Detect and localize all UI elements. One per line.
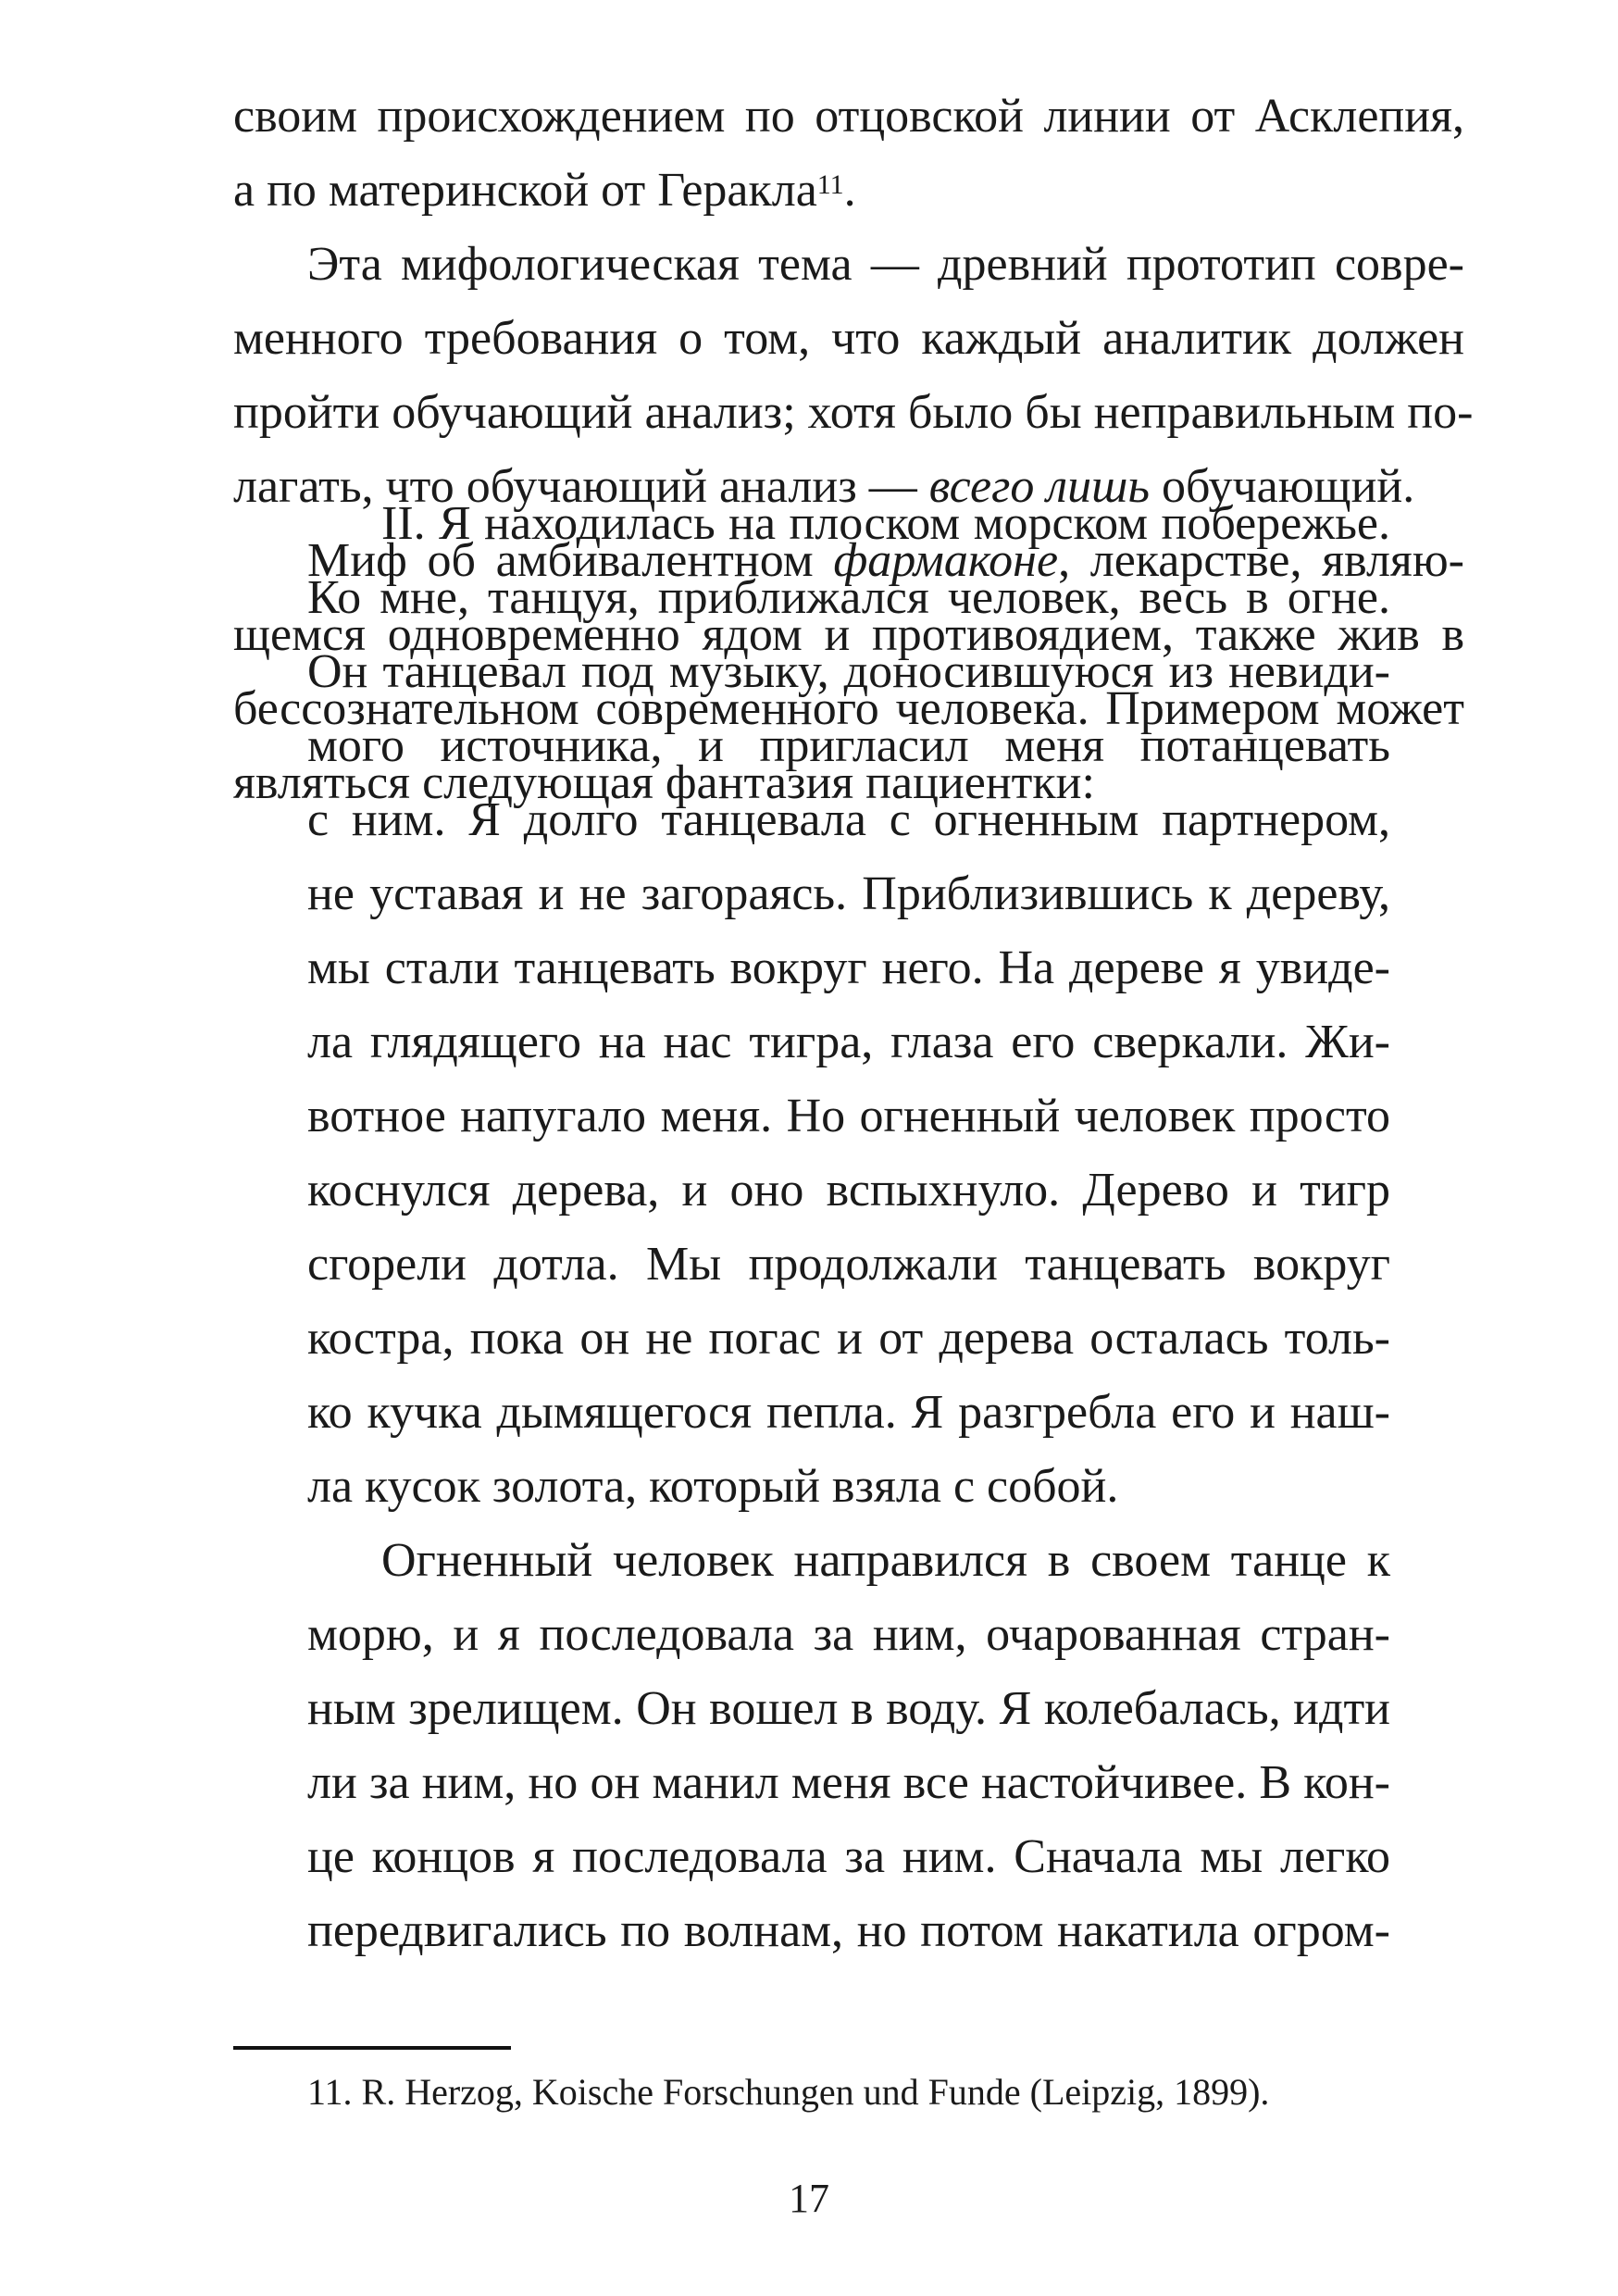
quote-line: с ним. Я долго танцевала с огненным партнером, xyxy=(307,793,1390,846)
text-line: являться следующая фантазия пациентки: xyxy=(233,756,1095,809)
footnote: 11. R. Herzog, Koische Forschungen und Funde (Leipzig, 1899). xyxy=(307,2071,1270,2113)
quote-line: сгорели дотла. Мы продолжали танцевать вокруг xyxy=(307,1238,1390,1291)
quote-line: мого источника, и пригласил меня потанцевать xyxy=(307,719,1390,772)
text-span: . xyxy=(843,164,856,217)
quote-line: Огненный человек направился в своем танце к xyxy=(381,1534,1390,1587)
text-line: менного требования о том, что каждый аналитик должен xyxy=(233,312,1464,365)
page-number: 17 xyxy=(789,2176,829,2221)
text-line: Эта мифологическая тема — древний прототип совре- xyxy=(307,238,1464,291)
text-span: лагать, что обучающий анализ — xyxy=(233,460,929,513)
quote-line: передвигались по волнам, но потом накатила огром- xyxy=(307,1904,1390,1957)
text-span: а по материнской от Геракла xyxy=(233,164,817,217)
quote-line: морю, и я последовала за ним, очарованная стран- xyxy=(307,1608,1390,1661)
text-span: обучающий. xyxy=(1150,460,1415,513)
quote-line: II. Я находилась на плоском морском побережье. xyxy=(381,497,1390,550)
quote-line: костра, пока он не погас и от дерева осталась толь- xyxy=(307,1312,1390,1365)
text-line: бессознательном современного человека. Примером может xyxy=(233,682,1464,735)
quote-line: ным зрелищем. Он вошел в воду. Я колебалась, идти xyxy=(307,1682,1390,1735)
text-line: пройти обучающий анализ; хотя было бы неправильным по- xyxy=(233,386,1474,439)
quote-line: ла кусок золота, который взяла с собой. xyxy=(307,1460,1119,1513)
text-line: своим происхождением по отцовской линии от Асклепия, xyxy=(233,90,1464,143)
text-span: , лекарстве, являю- xyxy=(1058,534,1464,587)
text-span: Миф об амбивалентном xyxy=(307,534,834,587)
text-line: щемся одновременно ядом и противоядием, также жив в xyxy=(233,608,1464,661)
quote-line: вотное напугало меня. Но огненный человек просто xyxy=(307,1090,1390,1142)
quote-line: Он танцевал под музыку, доносившуюся из невиди- xyxy=(307,645,1390,698)
text-line xyxy=(233,161,1464,220)
footnote-reference: 11 xyxy=(816,169,844,200)
footnote-rule xyxy=(233,2046,511,2050)
quote-line: Ко мне, танцуя, приближался человек, весь в огне. xyxy=(307,571,1390,624)
quote-line: мы стали танцевать вокруг него. На дереве я увиде- xyxy=(307,942,1390,994)
quote-line: ко кучка дымящегося пепла. Я разгребла его и наш- xyxy=(307,1386,1390,1439)
italic-span: всего лишь xyxy=(928,460,1150,513)
quote-line: коснулся дерева, и оно вспыхнуло. Дерево и тигр xyxy=(307,1164,1390,1217)
quote-line: ла глядящего на нас тигра, глаза его сверкали. Жи- xyxy=(307,1016,1390,1068)
quote-line: не уставая и не загораясь. Приблизившись к дереву, xyxy=(307,867,1390,920)
italic-span: фармаконе xyxy=(833,534,1059,587)
quote-line: це концов я последовала за ним. Сначала мы легко xyxy=(307,1830,1390,1883)
quote-line: ли за ним, но он манил меня все настойчивее. В кон- xyxy=(307,1756,1390,1809)
